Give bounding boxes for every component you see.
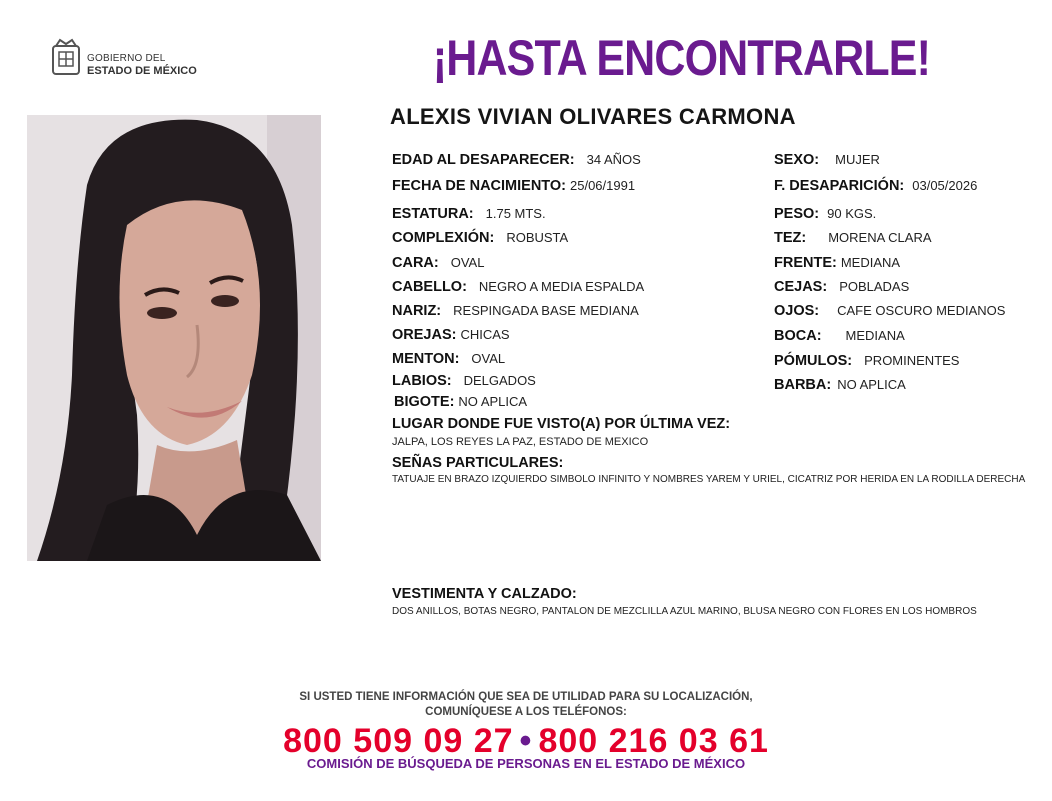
field-complexion: TEZ: MORENA CLARA [774,230,932,246]
field-height: ESTATURA: 1.75 MTS. [392,206,546,222]
field-ears: OREJAS: CHICAS [392,327,510,343]
phone-number-2[interactable]: 800 216 03 61 [538,722,769,760]
field-lips: LABIOS: DELGADOS [392,373,536,389]
info-line-2: COMUNÍQUESE A LOS TELÉFONOS: [425,706,627,718]
field-cheekbones: PÓMULOS: PROMINENTES [774,353,960,369]
info-line-1: SI USTED TIENE INFORMACIÓN QUE SEA DE UTILIDAD PARA SU LOCALIZACIÓN, [299,691,753,703]
field-sex: SEXO: MUJER [774,152,880,168]
coat-of-arms-icon [50,38,82,76]
last-seen-value: JALPA, LOS REYES LA PAZ, ESTADO DE MEXICO [392,436,649,448]
clothing-label: VESTIMENTA Y CALZADO: [392,586,577,602]
distinguishing-marks-label: SEÑAS PARTICULARES: [392,455,564,471]
field-chin: MENTON: OVAL [392,351,506,367]
headline: ¡HASTA ENCONTRARLE! [432,30,931,86]
field-mouth: BOCA: MEDIANA [774,328,905,344]
field-face: CARA: OVAL [392,255,485,271]
field-birth-date: FECHA DE NACIMIENTO: 25/06/1991 [392,178,636,194]
field-nose: NARIZ: RESPINGADA BASE MEDIANA [392,303,639,319]
missing-person-photo [27,115,321,561]
government-logo [50,38,210,80]
person-name: ALEXIS VIVIAN OLIVARES CARMONA [390,104,796,129]
logo-line-2: ESTADO DE MÉXICO [87,65,197,77]
field-mustache: BIGOTE: NO APLICA [394,394,528,410]
field-age: EDAD AL DESAPARECER: 34 AÑOS [392,152,641,168]
field-disappearance-date: F. DESAPARICIÓN: 03/05/2026 [774,178,978,194]
clothing-value: DOS ANILLOS, BOTAS NEGRO, PANTALON DE MEZCLILLA AZUL MARINO, BLUSA NEGRO CON FLORES EN LOS HOMBROS [392,606,977,617]
distinguishing-marks-value: TATUAJE EN BRAZO IZQUIERDO SIMBOLO INFINITO Y NOMBRES YAREM Y URIEL, CICATRIZ POR HERIDA EN LA RODILLA DERECHA [392,474,1026,485]
phone-separator: • [519,722,533,760]
last-seen-label: LUGAR DONDE FUE VISTO(A) POR ÚLTIMA VEZ: [392,416,731,432]
field-beard: BARBA: NO APLICA [774,377,906,393]
portrait-illustration [27,115,321,561]
field-eyebrows: CEJAS: POBLADAS [774,279,910,295]
phone-number-1[interactable]: 800 509 09 27 [283,722,514,760]
agency-name: COMISIÓN DE BÚSQUEDA DE PERSONAS EN EL ESTADO DE MÉXICO [306,756,746,771]
field-eyes: OJOS: CAFE OSCURO MEDIANOS [774,303,1006,319]
field-build: COMPLEXIÓN: ROBUSTA [392,230,569,246]
field-forehead: FRENTE: MEDIANA [774,255,901,271]
field-weight: PESO: 90 KGS. [774,206,877,222]
field-hair: CABELLO: NEGRO A MEDIA ESPALDA [392,279,645,295]
logo-line-1: GOBIERNO DEL [87,53,166,64]
